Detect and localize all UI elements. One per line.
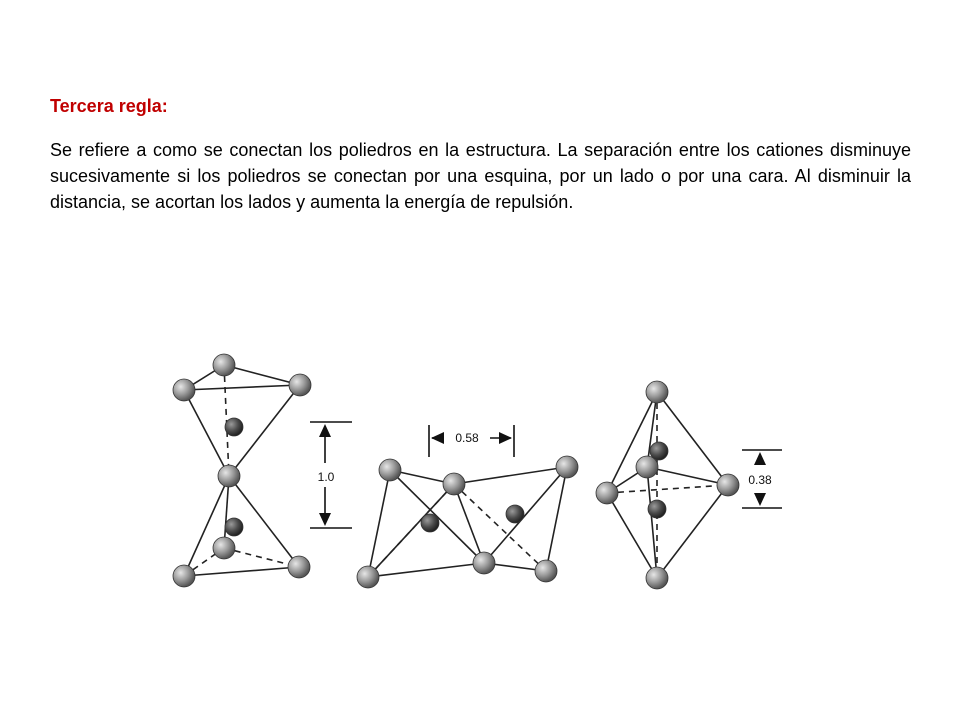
- anion-atom: [218, 465, 240, 487]
- cation-atom: [648, 500, 666, 518]
- face-sharing-octahedra: [607, 392, 728, 578]
- cation-atom: [225, 418, 243, 436]
- corner-sharing-atoms: [173, 354, 311, 587]
- slide-title: Tercera regla:: [50, 96, 168, 116]
- corner-sharing-tetrahedra: [184, 365, 300, 576]
- anion-atom: [443, 473, 465, 495]
- anion-atom: [717, 474, 739, 496]
- separation-label-corner: 1.0: [317, 470, 335, 484]
- anion-atom: [473, 552, 495, 574]
- face-sharing-atoms: [596, 381, 739, 589]
- cation-atom: [506, 505, 524, 523]
- anion-atom: [213, 537, 235, 559]
- polyhedra-figure: [160, 345, 800, 595]
- anion-atom: [288, 556, 310, 578]
- slide-body-text: Se refiere a como se conectan los poliedros en la estructura. La separación entre los cationes disminuye sucesivamente si los poliedros se conectan por una esquina, por un lado o por una cara. Al disminuir la distancia, se acortan los lados y aumenta la energía de repulsión.: [50, 140, 911, 212]
- edge-sharing-tetrahedra: [368, 467, 567, 577]
- anion-atom: [357, 566, 379, 588]
- anion-atom: [535, 560, 557, 582]
- anion-atom: [596, 482, 618, 504]
- cation-atom: [225, 518, 243, 536]
- anion-atom: [213, 354, 235, 376]
- separation-label-edge: 0.58: [455, 431, 479, 445]
- anion-atom: [289, 374, 311, 396]
- anion-atom: [556, 456, 578, 478]
- separation-label-face: 0.38: [748, 473, 772, 487]
- anion-atom: [173, 379, 195, 401]
- anion-atom: [173, 565, 195, 587]
- anion-atom: [646, 567, 668, 589]
- anion-atom: [636, 456, 658, 478]
- cation-atom: [421, 514, 439, 532]
- edge-sharing-atoms: [357, 456, 578, 588]
- anion-atom: [646, 381, 668, 403]
- anion-atom: [379, 459, 401, 481]
